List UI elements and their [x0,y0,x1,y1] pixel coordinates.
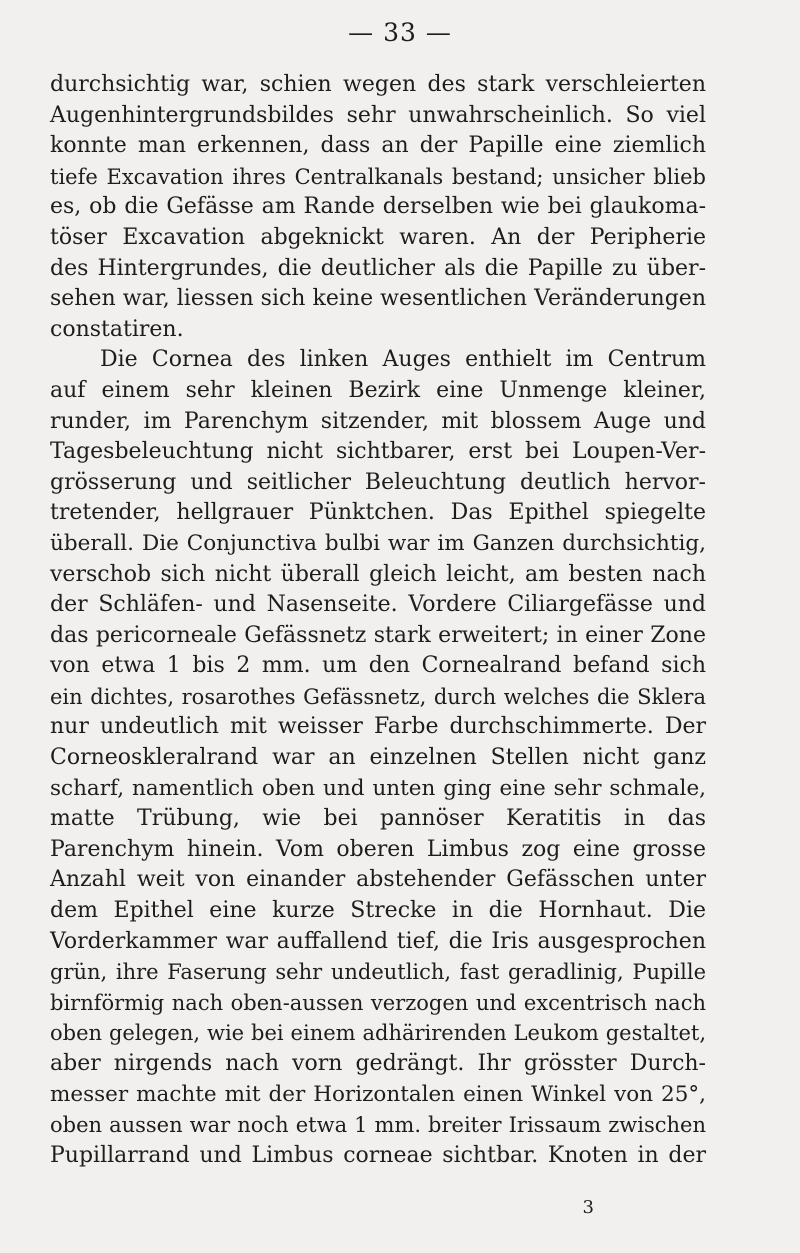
text-line: nur undeutlich mit weisser Farbe durchschimmerte. Der [50,714,706,740]
text-line: oben gelegen, wie bei einem adhärirenden Leukom gestaltet, [50,1021,706,1046]
body-text [50,70,706,1171]
paragraph-first-line: Die Cornea des linken Auges enthielt im Centrum [100,347,706,373]
text-line: Augenhintergrundsbildes sehr unwahrscheinlich. So viel [50,102,706,128]
text-line: Anzahl weit von einander abstehender Gefässchen unter [50,867,706,893]
text-line: aber nirgends nach vorn gedrängt. Ihr grösster Durch- [50,1051,706,1076]
text-line: Tagesbeleuchtung nicht sichtbarer, erst bei Loupen-Ver- [50,439,706,465]
text-line: auf einem sehr kleinen Bezirk eine Unmenge kleiner, [50,377,706,403]
text-line: tretender, hellgrauer Pünktchen. Das Epithel spiegelte [50,500,706,526]
text-line: verschob sich nicht überall gleich leicht, am besten nach [50,561,706,587]
text-line: überall. Die Conjunctiva bulbi war im Ganzen durchsichtig, [50,530,706,556]
text-line: töser Excavation abgeknickt waren. An der Peripherie [50,224,706,250]
text-line: des Hintergrundes, die deutlicher als die Papille zu über- [50,255,706,281]
text-line: der Schläfen- und Nasenseite. Vordere Ciliargefässe und [50,592,706,618]
text-line: grün, ihre Faserung sehr undeutlich, fast geradlinig, Pupille [50,960,706,985]
text-line: Vorderkammer war auffallend tief, die Iris ausgesprochen [50,928,706,954]
text-line: birnförmig nach oben-aussen verzogen und excentrisch nach [50,990,706,1015]
text-line: dem Epithel eine kurze Strecke in die Hornhaut. Die [50,898,706,924]
signature-mark: 3 [582,1197,594,1218]
text-line: Pupillarrand und Limbus corneae sichtbar. Knoten in der [50,1142,706,1168]
text-line: tiefe Excavation ihres Centralkanals bestand; unsicher blieb [50,164,706,189]
text-line: sehen war, liessen sich keine wesentlichen Veränderungen [50,286,706,312]
text-line: grösserung und seitlicher Beleuchtung deutlich hervor- [50,469,706,495]
text-line: oben aussen war noch etwa 1 mm. breiter Irissaum zwischen [50,1113,706,1138]
text-line: constatiren. [50,316,184,342]
page-number-header: — 33 — [348,18,452,47]
text-line: Parenchym hinein. Vom oberen Limbus zog eine grosse [50,836,706,862]
text-line: konnte man erkennen, dass an der Papille eine ziemlich [50,133,706,159]
text-line: Corneoskleralrand war an einzelnen Stellen nicht ganz [50,745,706,771]
text-line: messer machte mit der Horizontalen einen Winkel von 25°, [50,1081,706,1107]
text-line: scharf, namentlich oben und unten ging eine sehr schmale, [50,775,706,801]
text-line: ein dichtes, rosarothes Gefässnetz, durch welches die Sklera [50,684,706,709]
text-line: runder, im Parenchym sitzender, mit blossem Auge und [50,408,706,434]
text-line: matte Trübung, wie bei pannöser Keratitis in das [50,806,706,832]
text-line: durchsichtig war, schien wegen des stark verschleierten [50,72,706,97]
text-line: das pericorneale Gefässnetz stark erweitert; in einer Zone [50,622,706,648]
text-line: von etwa 1 bis 2 mm. um den Cornealrand befand sich [50,653,706,679]
text-line: es, ob die Gefässe am Rande derselben wie bei glaukoma- [50,194,706,220]
